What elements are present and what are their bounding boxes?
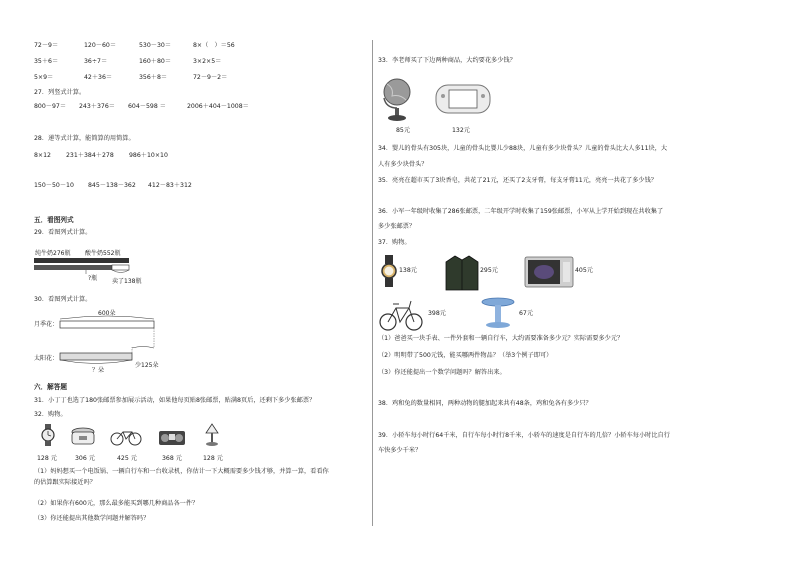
calc-item: 356＋8＝ (139, 74, 168, 81)
calc-item: 3×2×5＝ (193, 58, 222, 65)
jacket-icon (445, 254, 479, 292)
q34-text: 34．婴儿的骨头有305块，儿童的骨头比婴儿少88块，儿童有多少块骨头？儿童的骨头比大人多11块，大 (378, 145, 668, 152)
q37-title: 37．购物。 (378, 239, 411, 246)
column-divider (372, 40, 373, 526)
q28-item: 8×12 (34, 152, 51, 159)
q30-diff-label: 少125朵 (135, 362, 159, 369)
q33-text: 33．李老师买了下边两种商品，大约要花多少钱？ (378, 57, 516, 64)
q36-text-cont: 多少张邮票？ (378, 223, 416, 230)
q32-title: 32．购物。 (34, 411, 67, 418)
calc-item: 160＋80＝ (139, 58, 172, 65)
q32-sub2: （2）如果你有600元，那么最多能买到哪几种商品各一件？ (34, 500, 199, 507)
q28-item: 986＋10×10 (129, 152, 168, 159)
q31-text: 31．小丁丁也选了180张邮票参加展示活动，如果他每页贴8张邮票，贴满8页后，还剩下多少张邮票？ (34, 397, 316, 404)
calc-item: 42＋36＝ (84, 74, 113, 81)
microwave-icon (524, 256, 574, 288)
q28-title: 28．递等式计算，能简算的用简算。 (34, 135, 135, 142)
q28-item: 845－138－362 (88, 182, 136, 189)
price-label: 405元 (575, 267, 593, 274)
price-label: 368 元 (162, 455, 182, 462)
q29-title: 29．看图列式计算。 (34, 229, 92, 236)
q37-sub2: （2）明明带了500元钱，能买哪两件物品？（举3个例子即可） (378, 352, 553, 359)
price-label: 128 元 (37, 455, 57, 462)
q28-item: 231＋384＋278 (66, 152, 114, 159)
section-6-title: 六．解答题 (34, 383, 67, 391)
calc-item: 530－30＝ (139, 42, 172, 49)
price-label: 85元 (396, 127, 411, 134)
q29-question-label: ?瓶 (88, 275, 98, 282)
calc-item: 72－9－2＝ (193, 74, 228, 81)
calc-item: 120－60＝ (84, 42, 117, 49)
calc-item: 5×9＝ (34, 74, 54, 81)
q32-sub1: （1）妈妈想买一个电饭锅、一辆自行车和一台收录机，你估计一下大概需要多少钱才够，并算一算，看看你 (34, 468, 329, 475)
calc-item: 72－9＝ (34, 42, 59, 49)
calc-item: 35＋6＝ (34, 58, 59, 65)
game-console-icon (435, 84, 491, 114)
q37-sub3: （3）你还能提出一个数学问题吗？解答出来。 (378, 369, 506, 376)
table-icon (480, 296, 516, 330)
q30-total-label: 600朵 (98, 310, 116, 317)
q38-text: 38．鸡和兔的数量相同，两种动物的腿加起来共有48条，鸡和兔各有多少只？ (378, 400, 592, 407)
q27-title: 27．列竖式计算。 (34, 89, 86, 96)
globe-icon (382, 74, 412, 122)
price-label: 295元 (480, 267, 498, 274)
q29-sold-label: 卖了138瓶 (112, 278, 142, 285)
q36-text: 36．小军一年级时收集了286张邮票，二年级开学时收集了159张邮票，小军从上学开始到现在共收集了 (378, 208, 664, 215)
q27-item: 243＋376＝ (79, 103, 115, 110)
price-label: 138元 (399, 267, 417, 274)
q32-sub1-cont: 的估算跟实际接近吗？ (34, 479, 96, 486)
q27-item: 800－97＝ (34, 103, 67, 110)
desk-lamp-icon (202, 423, 222, 447)
q39-text-cont: 车快多少千米？ (378, 447, 422, 454)
q27-item: 2006＋404－1008＝ (187, 103, 249, 110)
bicycle-icon (110, 428, 142, 446)
q30-question-label: ？朵 (92, 367, 105, 374)
q28-item: 150－50－10 (34, 182, 74, 189)
watch-icon (380, 255, 398, 287)
bicycle-icon (379, 296, 423, 332)
radio-cassette-icon (158, 428, 186, 446)
q37-sub1: （1）爸爸买一块手表、一件外套和一辆自行车，大约需要准备多少元？实际需要多少元？ (378, 335, 624, 342)
price-label: 67元 (519, 310, 534, 317)
milk-a-label: 纯牛奶276瓶 (35, 250, 71, 257)
calc-item: 8×（ ）＝56 (193, 42, 235, 49)
q27-item: 604－598 ＝ (128, 103, 166, 110)
q29-bars (34, 256, 134, 276)
q39-text: 39．小轿车每小时行64千米，自行车每小时行8千米，小轿车的速度是自行车的几倍？小轿车每小时比自行 (378, 432, 670, 439)
q32-sub3: （3）你还能提出其他数学问题并解答吗？ (34, 515, 150, 522)
q35-text: 35．亮亮在超市买了3块香皂，共花了21元，还买了2支牙膏，每支牙膏11元，亮亮一共花了多少钱？ (378, 177, 657, 184)
price-label: 398元 (428, 310, 446, 317)
section-5-title: 五．看图列式 (34, 216, 74, 224)
price-label: 306 元 (75, 455, 95, 462)
price-label: 128 元 (203, 455, 223, 462)
q34-text-cont: 人有多少块骨头？ (378, 161, 428, 168)
yueji-label: 月季花： (34, 321, 59, 328)
calc-item: 36÷7＝ (84, 58, 108, 65)
q30-title: 30．看图列式计算。 (34, 296, 92, 303)
q28-item: 412－83＋312 (148, 182, 192, 189)
watch-icon (38, 424, 58, 446)
price-label: 132元 (452, 127, 470, 134)
price-label: 425 元 (117, 455, 137, 462)
taiyang-label: 太阳花： (34, 355, 59, 362)
rice-cooker-icon (70, 427, 96, 447)
milk-b-label: 酸牛奶552瓶 (85, 250, 121, 257)
